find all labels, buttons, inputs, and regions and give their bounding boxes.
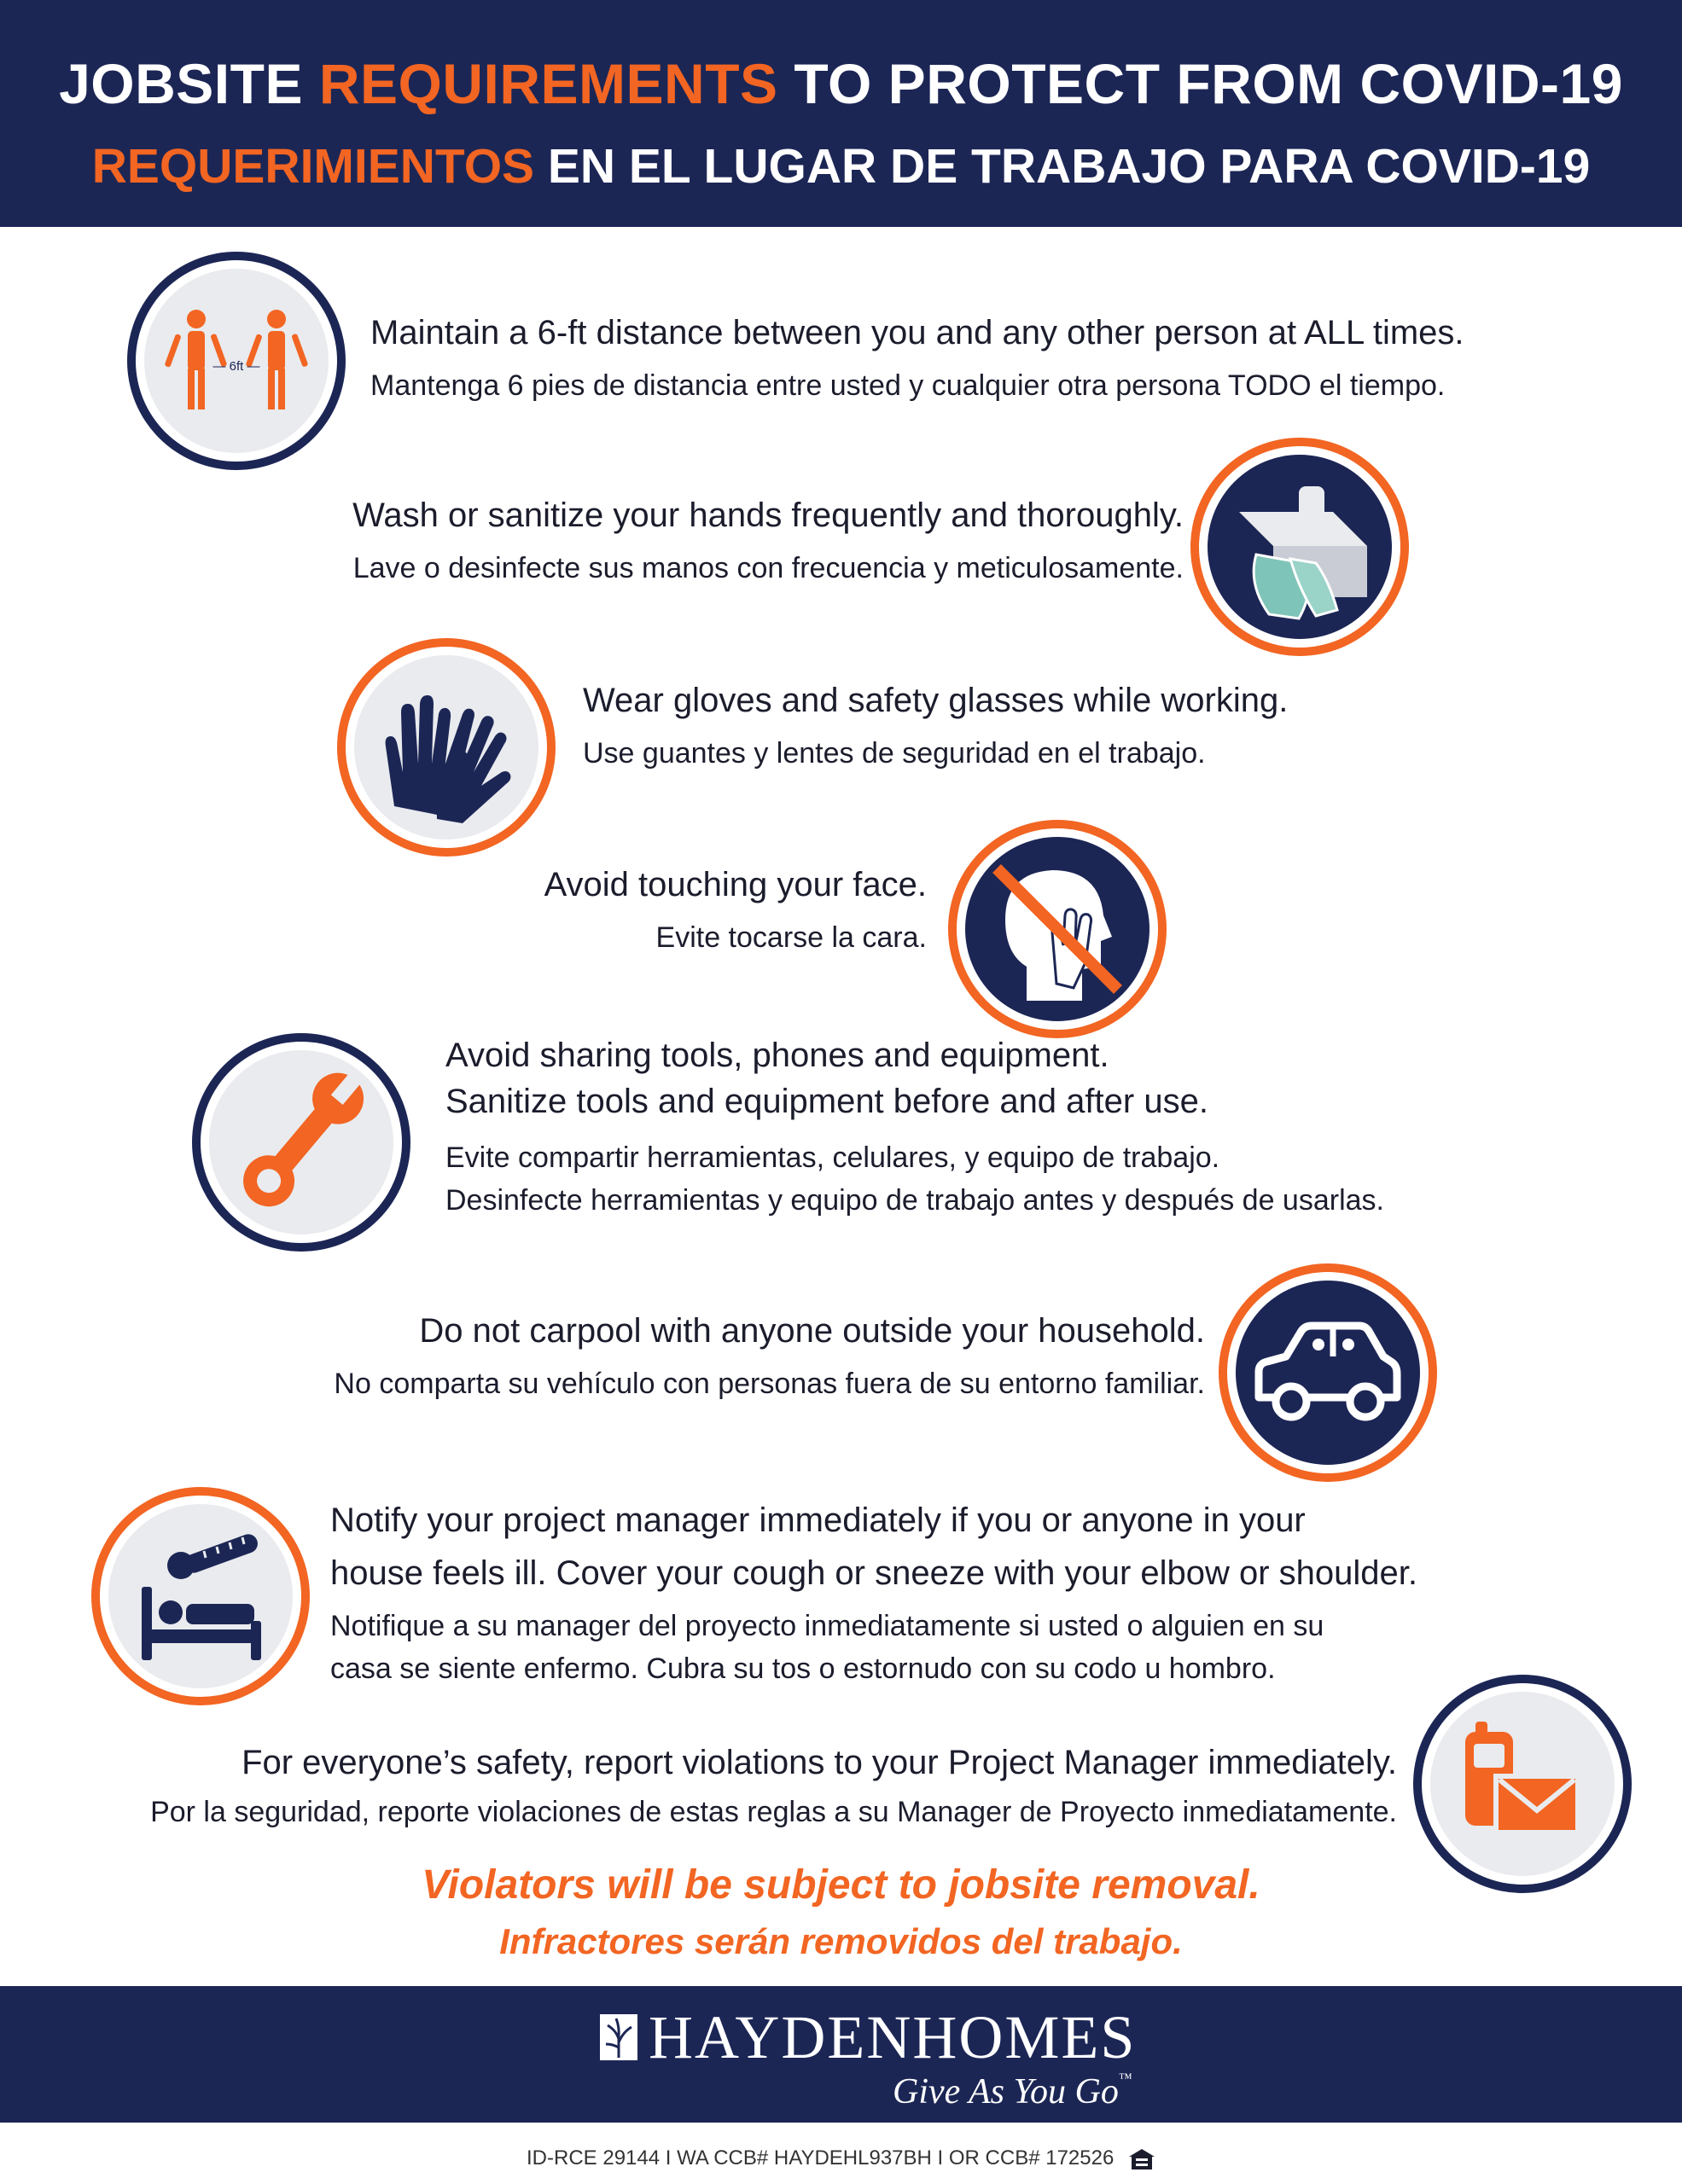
rule-text-english-line2: Sanitize tools and equipment before and after use. xyxy=(445,1083,1208,1120)
gloves-icon xyxy=(335,636,558,859)
sick-bed-thermometer-icon xyxy=(89,1484,312,1708)
rule-text-spanish: Lave o desinfecte sus manos con frecuencia y meticulosamente. xyxy=(352,552,1184,584)
warning-spanish: Infractores serán removidos del trabajo. xyxy=(499,1921,1183,1961)
rule-text-spanish-line2: casa se siente enfermo. Cubra su tos o estornudo con su codo u hombro. xyxy=(330,1653,1276,1686)
rule-text-english: Avoid sharing tools, phones and equipment. xyxy=(445,1037,1109,1074)
social-distance-icon xyxy=(125,249,348,473)
rule-hand-washing xyxy=(352,495,1184,587)
rule-text-spanish-line2: Desinfecte herramientas y equipo de trabajo antes y después de usarlas. xyxy=(445,1184,1384,1217)
rule-text-spanish: Por la seguridad, reporte violaciones de estas reglas a su Manager de Proyecto inmediatamente. xyxy=(150,1796,1397,1828)
title-spanish: REQUERIMIENTOS EN EL LUGAR DE TRABAJO PARA COVID-19 xyxy=(91,139,1591,194)
rule-carpool xyxy=(334,1310,1205,1403)
rule-face-touching xyxy=(544,864,927,956)
hand-sanitizer-icon xyxy=(1188,435,1411,659)
tree-logo-icon xyxy=(599,2013,638,2061)
rule-text-spanish: Use guantes y lentes de seguridad en el trabajo. xyxy=(583,737,1206,770)
header-banner xyxy=(0,0,1682,227)
rule-gloves-glasses xyxy=(583,680,1288,772)
rule-sharing-tools xyxy=(445,1035,1384,1219)
rule-text-english: Notify your project manager immediately if you or anyone in your xyxy=(330,1502,1306,1539)
brand-tagline: Give As You Go™ xyxy=(893,2071,1132,2111)
rule-text-english: For everyone’s safety, report violations to your Project Manager immediately. xyxy=(242,1744,1397,1781)
rule-text-spanish: Mantenga 6 pies de distancia entre usted y cualquier otra persona TODO el tiempo. xyxy=(370,369,1446,402)
brand-logo xyxy=(599,2003,1137,2071)
rule-social-distance xyxy=(370,312,1464,404)
equal-housing-icon xyxy=(1128,2148,1155,2170)
rule-report-violations xyxy=(150,1742,1397,1831)
rule-text-english: Wear gloves and safety glasses while working. xyxy=(583,682,1289,719)
rule-text-spanish: Evite compartir herramientas, celulares, y equipo de trabajo. xyxy=(445,1141,1220,1174)
no-face-touching-icon xyxy=(946,817,1169,1041)
rule-text-english-line2: house feels ill. Cover your cough or sneeze with your elbow or shoulder. xyxy=(330,1554,1418,1592)
rule-text-spanish: Notifique a su manager del proyecto inmediatamente si usted o alguien en su xyxy=(330,1610,1324,1642)
title-english: JOBSITE REQUIREMENTS TO PROTECT FROM COVID-19 xyxy=(59,52,1623,115)
rule-text-english: Maintain a 6-ft distance between you and any other person at ALL times. xyxy=(370,314,1464,351)
svg-text:— 6ft —: — 6ft — xyxy=(212,359,260,374)
license-numbers: ID-RCE 29144 I WA CCB# HAYDEHL937BH I OR CCB# 172526 xyxy=(0,2146,1682,2170)
footer-banner xyxy=(0,1986,1682,2123)
rule-text-english: Do not carpool with anyone outside your household. xyxy=(419,1312,1205,1350)
warning-english: Violators will be subject to jobsite removal. xyxy=(422,1862,1260,1908)
rule-report-illness xyxy=(330,1500,1417,1687)
rule-text-spanish: Evite tocarse la cara. xyxy=(655,921,927,954)
wrench-icon xyxy=(189,1031,413,1254)
rule-text-spanish: No comparta su vehículo con personas fuera de su entorno familiar. xyxy=(334,1368,1205,1400)
car-icon xyxy=(1216,1261,1440,1484)
rule-text-english: Wash or sanitize your hands frequently and thoroughly. xyxy=(352,497,1184,534)
brand-name: HAYDENHOMES xyxy=(649,2003,1137,2071)
rule-text-english: Avoid touching your face. xyxy=(544,866,927,903)
